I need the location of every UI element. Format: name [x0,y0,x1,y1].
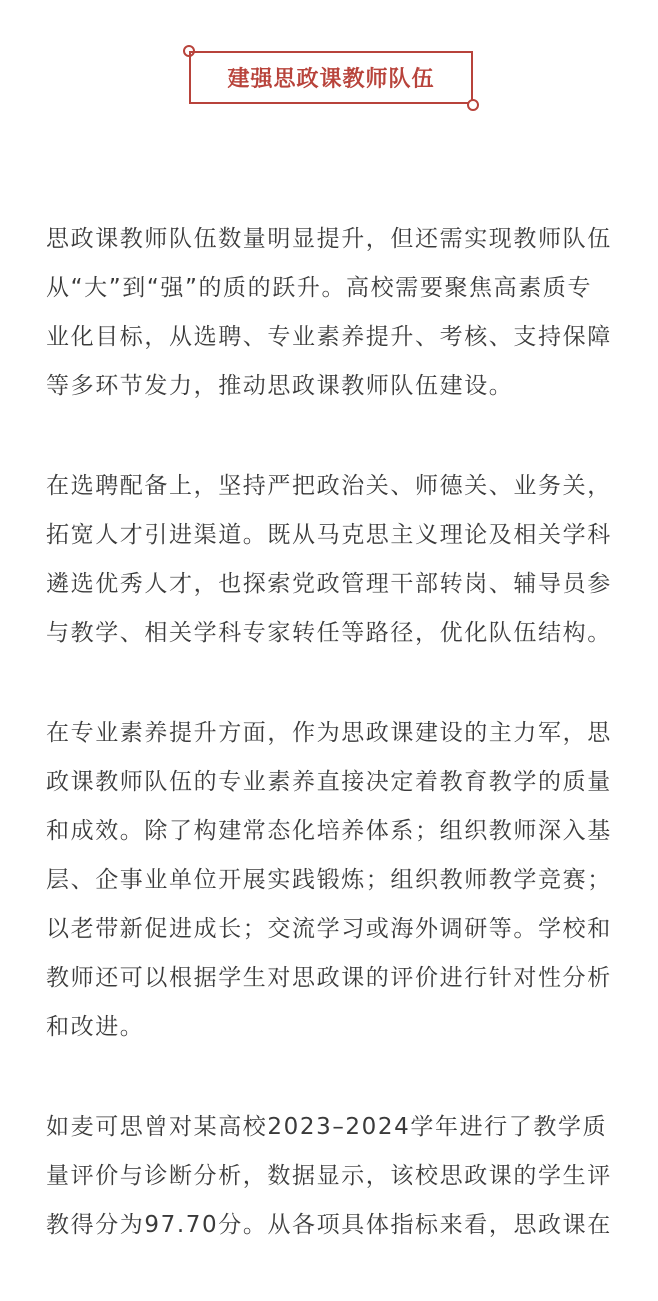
paragraph-line: 教得分为97.70分。从各项具体指标来看，思政课在 [46,1212,612,1238]
paragraph-line: 拓宽人才引进渠道。既从马克思主义理论及相关学科 [46,522,612,548]
paragraph-line: 政课教师队伍的专业素养直接决定着教育教学的质量 [46,769,612,795]
paragraph-line: 从“大”到“强”的质的跃升。高校需要聚焦高素质专 [46,275,593,301]
paragraph-line: 如麦可思曾对某高校2023–2024学年进行了教学质 [46,1114,608,1140]
article-body [46,215,626,1301]
paragraph-line: 业化目标，从选聘、专业素养提升、考核、支持保障 [46,324,612,350]
paragraph-2 [46,462,626,658]
paragraph-line: 和改进。 [46,1014,145,1040]
paragraph-3 [46,709,626,1052]
paragraph-line: 以老带新促进成长；交流学习或海外调研等。学校和 [46,916,612,942]
section-title: 建强思政课教师队伍 [227,67,435,92]
paragraph-line: 思政课教师队伍数量明显提升，但还需实现教师队伍 [46,226,612,252]
paragraph-1 [46,215,626,411]
paragraph-line: 等多环节发力，推动思政课教师队伍建设。 [46,373,514,399]
paragraph-line: 教师还可以根据学生对思政课的评价进行针对性分析 [46,965,612,991]
paragraph-line: 层、企事业单位开展实践锻炼；组织教师教学竞赛； [46,867,612,893]
section-title-box [189,51,473,104]
paragraph-line: 和成效。除了构建常态化培养体系；组织教师深入基 [46,818,612,844]
title-corner-dot-bottom-right [467,99,479,111]
paragraph-line: 与教学、相关学科专家转任等路径，优化队伍结构。 [46,620,612,646]
paragraph-line: 在专业素养提升方面，作为思政课建设的主力军，思 [46,720,612,746]
paragraph-line: 在选聘配备上，坚持严把政治关、师德关、业务关， [46,473,612,499]
paragraph-line: 量评价与诊断分析，数据显示，该校思政课的学生评 [46,1163,612,1189]
paragraph-4 [46,1103,626,1250]
paragraph-line: 遴选优秀人才，也探索党政管理干部转岗、辅导员参 [46,571,612,597]
